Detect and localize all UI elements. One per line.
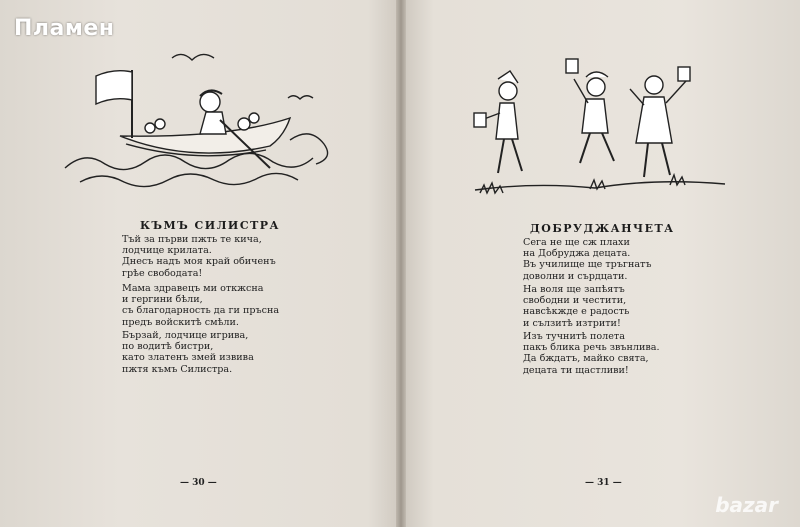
poem-line: Въ училище ще тръгнатъ [523,259,652,271]
poem-line: свободни и честити, [523,295,627,307]
right-stanza [523,331,660,376]
left-stanza [122,283,279,328]
poem-line: Мама здравецъ ми откжсна [122,283,264,294]
poem-line: пакъ блика речь звънлива. [523,342,660,354]
poem-line: съ благодарность да ги пръсна [122,305,280,317]
poem-line: като златенъ змей извива [122,352,254,364]
poem-line: лодчице крилата. [122,245,212,257]
poem-line: по водитѣ бистри, [122,341,214,353]
poem-line: навсѣкжде е радость [523,306,630,318]
poem-line: грѣе свободата! [122,267,203,279]
left-page-number: — 30 — [180,478,217,488]
left-stanza [122,330,254,375]
poem-line: и гергини бѣли, [122,294,203,306]
poem-line: доволни и сърдцати. [523,270,628,282]
poem-line: Сега не ще сж плахи [523,237,630,248]
right-page-number: — 31 — [585,478,622,488]
bazar-logo: bazar [715,493,778,517]
poem-line: предъ войскитѣ смѣли. [122,316,239,328]
poem-line: Днесъ надъ моя край обиченъ [122,256,276,268]
poem-line: децата ти щастливи! [523,364,629,376]
poem-line: и сълзитѣ изтрити! [523,317,621,329]
right-poem-title: ДОБРУДЖАНЧЕТА [530,222,675,235]
right-stanza [523,237,651,282]
left-stanza [122,234,276,279]
children-illustration [470,55,730,205]
seller-watermark: Пламен [14,16,115,41]
poem-line: Да бждатъ, майко свята, [523,353,649,365]
poem-line: Тъй за първи пжть те кича, [122,234,262,245]
poem-line: пжтя къмъ Силистра. [122,363,233,375]
poem-line: Изъ тучнитѣ полета [523,331,625,342]
poem-line: на Добруджа децата. [523,248,631,260]
poem-line: На воля ще запѣятъ [523,284,625,295]
boat-illustration [60,40,340,200]
left-poem-title: КЪМЪ СИЛИСТРА [140,219,280,232]
book-gutter [396,0,406,527]
poem-line: Бързай, лодчице игрива, [122,330,249,341]
right-stanza [523,284,629,329]
